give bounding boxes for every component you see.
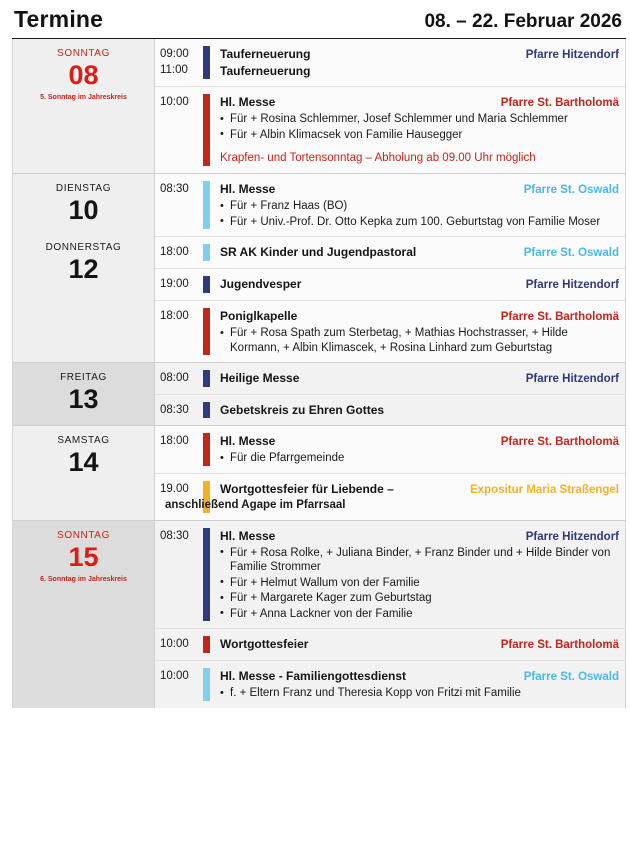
event-title: Tauferneuerung — [220, 47, 311, 61]
event-title: Hl. Messe - Familiengottesdienst — [220, 669, 407, 683]
mass-intentions — [220, 451, 619, 466]
day-label-group — [13, 371, 154, 418]
day-liturgical-subtitle: 6. Sonntag im Jahreskreis — [40, 575, 127, 583]
event-time-column — [155, 528, 201, 622]
event-title-row — [220, 244, 619, 261]
event-time: 18:00 — [160, 310, 189, 322]
day-cell — [13, 363, 155, 425]
event-location: Pfarre St. Oswald — [523, 184, 619, 196]
day-weekday: SONNTAG — [57, 48, 110, 59]
event-location: Expositur Maria Straßengel — [470, 483, 619, 496]
event-time-column — [155, 370, 201, 387]
event-title-row — [220, 181, 619, 198]
day-cell — [13, 39, 155, 173]
event-time: 08:30 — [160, 529, 189, 542]
event-title-row — [220, 94, 619, 111]
event-body — [220, 276, 625, 293]
calendar-day-row — [13, 174, 625, 363]
event-time: 08:30 — [160, 404, 189, 416]
event-title: Hl. Messe — [220, 95, 276, 109]
event-note: Krapfen- und Tortensonntag – Abholung ab 09.00 Uhr möglich — [220, 152, 536, 164]
event-title-row — [220, 370, 619, 387]
event-row[interactable] — [155, 269, 625, 301]
day-number: 08 — [68, 60, 99, 90]
event-row[interactable] — [155, 87, 625, 173]
mass-intention: • Für + Franz Haas (BO) — [220, 199, 619, 214]
event-time-column — [155, 276, 201, 293]
event-location: Pfarre Hitzendorf — [525, 279, 619, 291]
event-time: 11:00 — [160, 64, 188, 76]
event-location: Pfarre St. Bartholomä — [500, 436, 619, 448]
event-body — [220, 308, 625, 355]
day-cell — [13, 426, 155, 520]
page-title: Termine — [14, 6, 104, 32]
event-body — [220, 370, 625, 387]
event-title-row — [220, 63, 619, 79]
event-time: 08:00 — [160, 372, 189, 384]
event-location: Pfarre Hitzendorf — [525, 373, 619, 385]
mass-intentions — [220, 326, 619, 355]
event-row[interactable] — [155, 521, 625, 630]
event-title-row — [220, 308, 619, 325]
mass-intention: • Für + Albin Klimacsek von Familie Hausegger — [220, 128, 619, 143]
event-time-column — [155, 433, 201, 466]
event-title: Tauferneuerung — [220, 64, 311, 78]
event-location: Pfarre Hitzendorf — [525, 530, 619, 543]
day-events — [155, 39, 625, 173]
event-time-column — [155, 46, 201, 79]
event-row[interactable] — [155, 237, 625, 269]
event-title-row — [220, 276, 619, 293]
day-number: 15 — [68, 541, 99, 572]
event-time-column — [155, 308, 201, 355]
event-title-row — [220, 528, 619, 545]
parish-color-bar — [203, 94, 210, 166]
day-label-group — [13, 182, 154, 229]
day-label-group — [13, 434, 154, 481]
event-time: 18:00 — [160, 435, 189, 447]
mass-intention: • Für + Rosa Rolke, + Juliana Binder, + Franz Binder und + Hilde Binder von Familie Strommer — [220, 546, 619, 575]
day-label-group — [13, 47, 154, 107]
day-number: 14 — [68, 447, 99, 477]
event-time: 19.00 — [160, 482, 189, 495]
event-title: SR AK Kinder und Jugendpastoral — [220, 245, 417, 259]
event-title-row — [220, 636, 619, 653]
parish-color-bar — [203, 433, 210, 466]
event-subtitle: anschließend Agape im Pfarrsaal — [165, 498, 346, 511]
event-body — [220, 402, 625, 418]
calendar-day-row — [13, 521, 625, 708]
event-body — [220, 528, 625, 622]
mass-intention: • Für + Helmut Wallum von der Familie — [220, 576, 619, 591]
calendar-day-row — [13, 39, 625, 174]
mass-intention: • Für + Anna Lackner von der Familie — [220, 607, 619, 622]
mass-intention: • f. + Eltern Franz und Theresia Kopp von Fritzi mit Familie — [220, 686, 619, 701]
mass-intention: • Für + Univ.-Prof. Dr. Otto Kepka zum 100. Geburtstag von Familie Moser — [220, 215, 619, 230]
event-row[interactable] — [155, 474, 625, 520]
event-time: 18:00 — [160, 246, 189, 258]
event-title-row — [220, 402, 619, 418]
event-row[interactable] — [155, 629, 625, 661]
date-range: 08. – 22. Februar 2026 — [424, 11, 622, 32]
event-location: Pfarre St. Oswald — [523, 671, 619, 683]
event-title-row — [220, 46, 619, 63]
event-body — [220, 244, 625, 261]
event-location: Pfarre Hitzendorf — [525, 49, 619, 61]
day-weekday: SONNTAG — [57, 529, 110, 541]
parish-color-bar — [203, 636, 210, 653]
event-title: Hl. Messe — [220, 182, 276, 196]
event-title: Hl. Messe — [220, 528, 276, 543]
parish-color-bar — [203, 244, 210, 261]
event-body — [220, 433, 625, 466]
event-row[interactable] — [155, 301, 625, 362]
day-events — [155, 174, 625, 362]
page-header — [0, 0, 630, 38]
event-location: Pfarre St. Bartholomä — [500, 639, 619, 651]
mass-intentions — [220, 686, 619, 701]
day-liturgical-subtitle: 5. Sonntag im Jahreskreis — [40, 94, 127, 101]
event-title-row — [220, 668, 619, 685]
parish-color-bar — [203, 46, 210, 79]
parish-color-bar — [203, 181, 210, 229]
day-events — [155, 363, 625, 425]
event-title: Poniglkapelle — [220, 309, 298, 323]
event-time-column — [155, 244, 201, 261]
event-row[interactable] — [155, 174, 625, 237]
parish-color-bar — [203, 308, 210, 355]
event-title: Gebetskreis zu Ehren Gottes — [220, 403, 385, 417]
event-location: Pfarre St. Oswald — [523, 247, 619, 259]
day-weekday: FREITAG — [60, 372, 107, 383]
event-title: Heilige Messe — [220, 371, 300, 385]
day-cell — [13, 174, 155, 362]
calendar-grid — [12, 39, 626, 708]
event-title: Wortgottesfeier — [220, 637, 309, 651]
event-title-row — [220, 481, 619, 498]
day-number: 13 — [68, 384, 99, 414]
mass-intention: • Für + Rosina Schlemmer, Josef Schlemmer und Maria Schlemmer — [220, 112, 619, 127]
calendar-day-row — [13, 363, 625, 426]
event-time: 19:00 — [160, 278, 189, 290]
mass-intention: • Für + Rosa Spath zum Sterbetag, + Mathias Hochstrasser, + Hilde Kormann, + Albin Klimascek, + Rosina Linhard zum Geburtstag — [220, 326, 619, 355]
day-weekday: DIENSTAG — [55, 183, 112, 194]
day-events — [155, 426, 625, 520]
event-body — [220, 46, 625, 79]
day-label-group — [13, 229, 154, 288]
day-label-group — [13, 529, 154, 589]
day-number: 12 — [68, 254, 99, 284]
event-time-column — [155, 402, 201, 418]
event-row[interactable] — [155, 39, 625, 87]
mass-intentions — [220, 112, 619, 142]
parish-color-bar — [203, 370, 210, 387]
calendar-day-row — [13, 426, 625, 521]
event-title: Wortgottesfeier für Liebende – — [220, 481, 394, 496]
event-location: Pfarre St. Bartholomä — [500, 311, 619, 323]
event-time: 10:00 — [160, 638, 189, 650]
event-time: 08:30 — [160, 183, 189, 195]
event-body — [220, 668, 625, 701]
event-row[interactable] — [155, 395, 625, 425]
mass-intention: • Für + Margarete Kager zum Geburtstag — [220, 591, 619, 606]
event-location: Pfarre St. Bartholomä — [500, 97, 619, 109]
event-time-column — [155, 636, 201, 653]
event-time: 09:00 — [160, 48, 189, 60]
event-time-column — [155, 94, 201, 166]
parish-color-bar — [203, 528, 210, 622]
day-weekday: DONNERSTAG — [45, 242, 122, 253]
day-events — [155, 521, 625, 708]
day-number: 10 — [68, 195, 99, 225]
event-row[interactable] — [155, 426, 625, 474]
parish-color-bar — [203, 402, 210, 418]
event-body — [220, 181, 625, 229]
mass-intentions — [220, 199, 619, 229]
mass-intention: • Für die Pfarrgemeinde — [220, 451, 619, 466]
event-body — [220, 94, 625, 166]
day-cell — [13, 521, 155, 708]
event-time: 10:00 — [160, 96, 189, 108]
event-time-column — [155, 181, 201, 229]
event-title-row — [220, 433, 619, 450]
day-weekday: SAMSTAG — [57, 435, 110, 446]
mass-intentions — [220, 546, 619, 622]
event-title: Jugendvesper — [220, 277, 302, 291]
event-title: Hl. Messe — [220, 434, 276, 448]
event-row[interactable] — [155, 661, 625, 708]
event-body — [220, 636, 625, 653]
event-time: 10:00 — [160, 670, 189, 682]
parish-color-bar — [203, 276, 210, 293]
event-row[interactable] — [155, 363, 625, 395]
event-time-column — [155, 668, 201, 701]
parish-color-bar — [203, 668, 210, 701]
